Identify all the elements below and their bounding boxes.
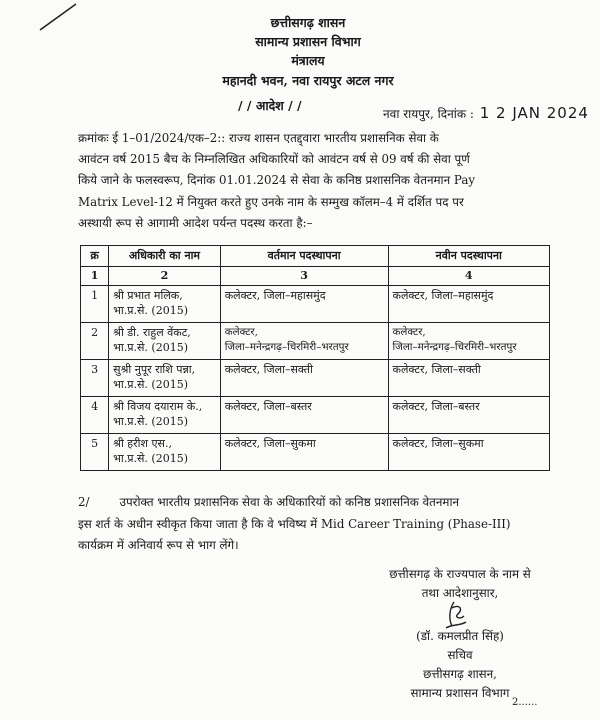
officer-name: श्री प्रभात मलिक, [113, 289, 183, 302]
place-date-label: नवा रायपुर, दिनांक : [383, 107, 474, 121]
table-header-row [81, 246, 550, 267]
table-row [81, 323, 550, 360]
new-posting-text: कलेक्टर, जिला–महासमुंद [392, 289, 494, 302]
header-current-posting: वर्तमान पदस्थापना [220, 246, 388, 267]
header-ministry: मंत्रालय [291, 53, 325, 68]
officer-name: सुश्री नुपूर राशि पन्ना, [113, 363, 196, 376]
header-government: छत्तीसगढ़ शासन [270, 15, 346, 30]
header-department: सामान्य प्रशासन विभाग [255, 34, 361, 49]
row-new-posting [388, 286, 549, 323]
new-posting-text: कलेक्टर, [392, 326, 426, 338]
header-new-posting: नवीन पदस्थापना [388, 246, 549, 267]
col-number: 4 [388, 267, 549, 286]
officer-service: भा.प्र.से. (2015) [113, 341, 188, 354]
authority-line-2: तथा आदेशानुसार, [421, 586, 499, 600]
row-sno: 1 [81, 286, 109, 323]
order-paragraph-1 [78, 128, 588, 234]
current-posting-text: कलेक्टर, [224, 326, 258, 338]
posting-table [80, 245, 550, 471]
row-sno: 3 [81, 360, 109, 397]
paragraph-line: कार्यक्रम में अनिवार्य रूप से भाग लेंगे। [78, 538, 239, 552]
row-sno: 5 [81, 434, 109, 471]
order-title: / / आदेश / / [238, 98, 302, 113]
officer-name: श्री डी. राहुल वेंकट, [113, 326, 191, 339]
current-posting-text: कलेक्टर, जिला–बस्तर [224, 400, 312, 413]
row-current-posting [220, 434, 388, 471]
header-address: महानदी भवन, नवा रायपुर अटल नगर [222, 73, 394, 88]
place-date [383, 104, 589, 122]
row-new-posting [388, 434, 549, 471]
row-officer [109, 323, 221, 360]
new-posting-text-2: जिला–मनेन्द्रगढ़–चिरमिरी–भरतपुर [392, 341, 517, 353]
new-posting-text: कलेक्टर, जिला–बस्तर [392, 400, 480, 413]
officer-service: भा.प्र.से. (2015) [113, 378, 188, 391]
paragraph-line: Matrix Level-12 में नियुक्त करते हुए उनके नाम के सम्मुख कॉलम–4 में दर्शित पद पर [78, 194, 464, 209]
paragraph-line: क्रमांकः ई 1–01/2024/एक–2:: राज्य शासन एतद्द्वारा भारतीय प्रशासनिक सेवा के [78, 131, 439, 145]
paragraph-line: किये जाने के फलस्वरूप, दिनांक 01.01.2024 से सेवा के कनिष्ठ प्रशासनिक वेतनमान Pay [78, 173, 476, 188]
order-paragraph-2 [78, 492, 588, 557]
row-current-posting [220, 286, 388, 323]
row-sno: 4 [81, 397, 109, 434]
row-new-posting [388, 360, 549, 397]
paragraph-line: 2/ उपरोक्त भारतीय प्रशासनिक सेवा के अधिकारियों को कनिष्ठ प्रशासनिक वेतनमान [78, 495, 460, 509]
row-officer [109, 397, 221, 434]
officer-service: भा.प्र.से. (2015) [113, 452, 188, 465]
table-row [81, 397, 550, 434]
header-sno: क्र [81, 246, 109, 267]
column-number-row [81, 267, 550, 286]
row-officer [109, 360, 221, 397]
officer-name: श्री हरीश एस., [113, 437, 172, 450]
officer-name: श्री विजय दयाराम के., [113, 400, 203, 413]
row-current-posting [220, 360, 388, 397]
page-number: 2...... [512, 697, 538, 708]
signatory-office-1: छत्तीसगढ़ शासन, [423, 667, 497, 681]
header-officer-name: अधिकारी का नाम [109, 246, 221, 267]
handwritten-signature [440, 598, 470, 632]
paragraph-line: इस शर्त के अधीन स्वीकृत किया जाता है कि वे भविष्य में Mid Career Training (Phase-III) [78, 516, 511, 531]
row-current-posting [220, 397, 388, 434]
paragraph-line: आवंटन वर्ष 2015 बैच के निम्नलिखित अधिकारियों को आवंटन वर्ष से 09 वर्ष की सेवा पूर्ण [78, 152, 470, 167]
row-current-posting [220, 323, 388, 360]
officer-service: भा.प्र.से. (2015) [113, 304, 188, 317]
current-posting-text-2: जिला–मनेन्द्रगढ़–चिरमिरी–भरतपुर [224, 341, 349, 353]
signatory-office-2: सामान्य प्रशासन विभाग [410, 686, 510, 700]
signatory-name: (डॉ. कमलप्रीत सिंह) [416, 629, 504, 643]
row-sno: 2 [81, 323, 109, 360]
row-new-posting [388, 397, 549, 434]
paragraph-line: अस्थायी रूप से आगामी आदेश पर्यन्त पदस्थ करता है:– [78, 215, 313, 230]
row-officer [109, 434, 221, 471]
table-row [81, 286, 550, 323]
current-posting-text: कलेक्टर, जिला–सुकमा [224, 437, 316, 450]
col-number: 1 [81, 267, 109, 286]
authority-line-1: छत्तीसगढ़ के राज्यपाल के नाम से [389, 567, 531, 581]
current-posting-text: कलेक्टर, जिला–महासमुंद [224, 289, 326, 302]
new-posting-text: कलेक्टर, जिला–सुकमा [392, 437, 484, 450]
date-stamp: 1 2 JAN 2024 [479, 104, 589, 122]
table-row [81, 360, 550, 397]
current-posting-text: कलेक्टर, जिला–सक्ती [224, 363, 313, 376]
signatory-designation: सचिव [447, 648, 473, 662]
new-posting-text: कलेक्टर, जिला–सक्ती [392, 363, 481, 376]
col-number: 2 [109, 267, 221, 286]
row-new-posting [388, 323, 549, 360]
table-row [81, 434, 550, 471]
col-number: 3 [220, 267, 388, 286]
officer-service: भा.प्र.से. (2015) [113, 415, 188, 428]
row-officer [109, 286, 221, 323]
